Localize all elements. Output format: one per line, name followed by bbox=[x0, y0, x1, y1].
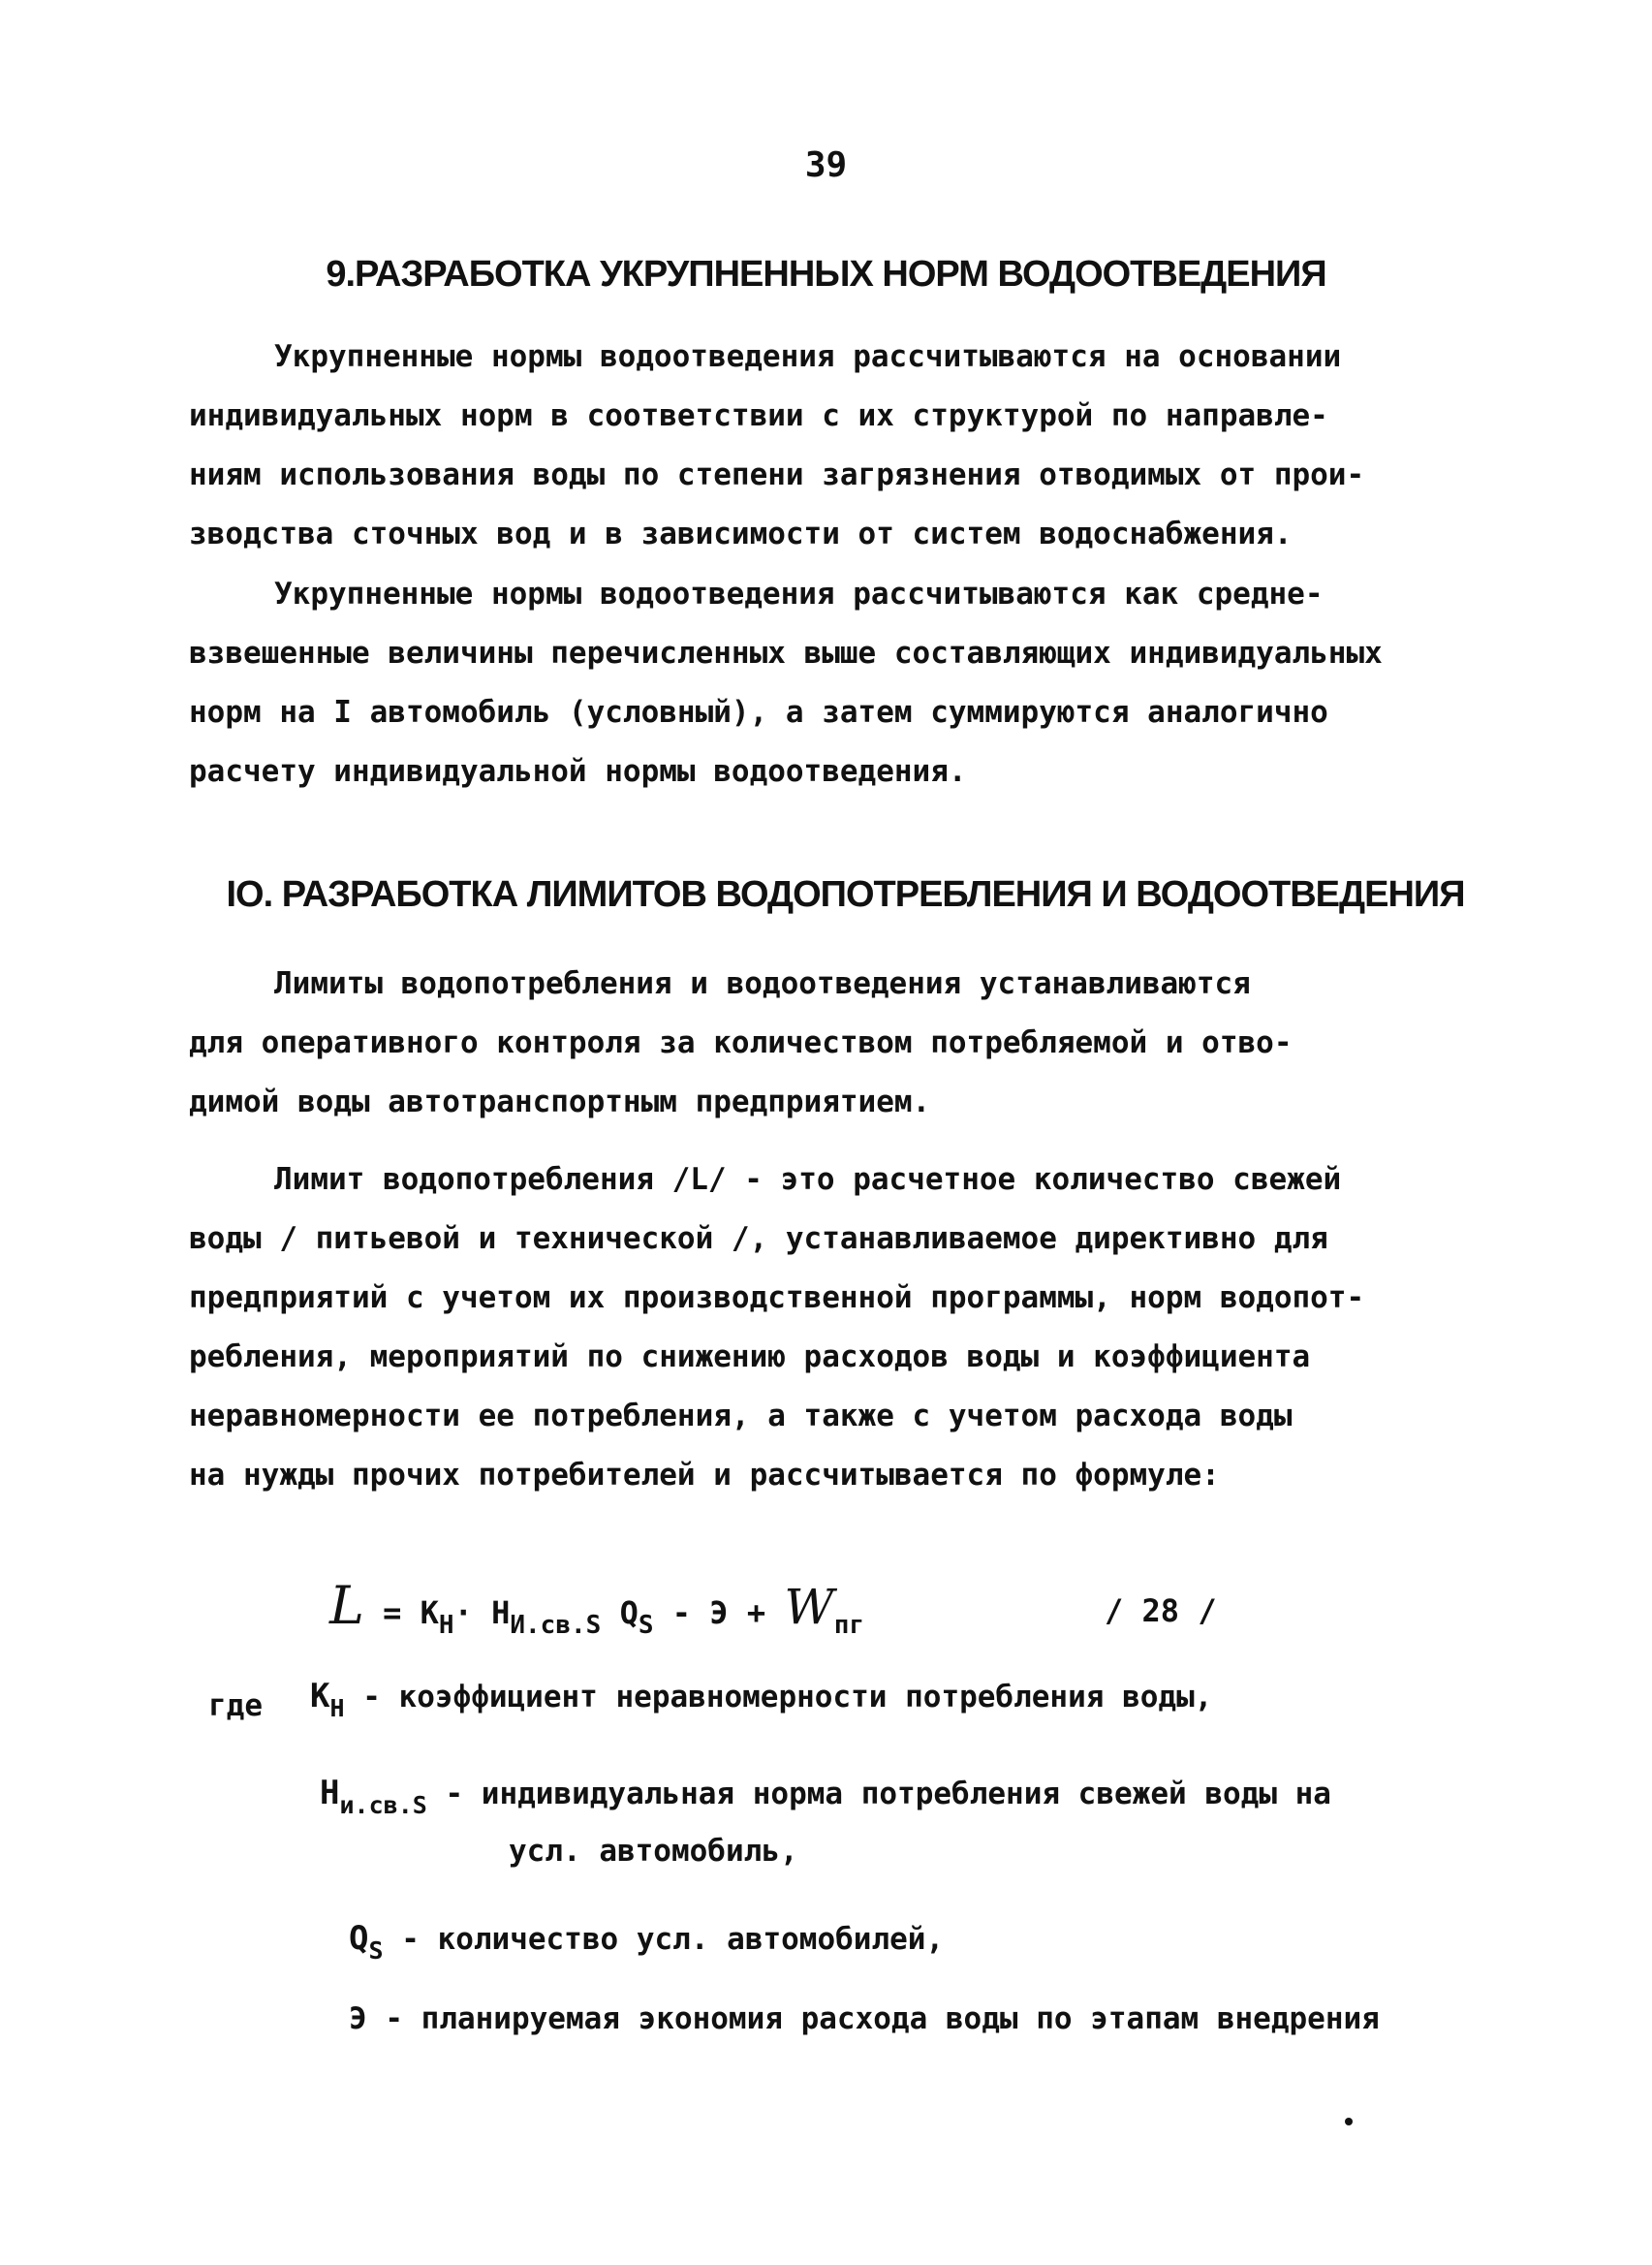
definition-q-sub: S bbox=[368, 1936, 384, 1965]
formula-q: Q bbox=[601, 1594, 639, 1631]
text-line: предприятий с учетом их производственной программы, норм водопот- bbox=[189, 1280, 1365, 1315]
text-line: неравномерности ее потребления, а также с учетом расхода воды bbox=[189, 1399, 1293, 1433]
text-line: для оперативного контроля за количеством потребляемой и отво- bbox=[189, 1025, 1293, 1060]
definition-q-symbol: Q bbox=[349, 1919, 369, 1958]
section-9-paragraph-2 bbox=[189, 565, 1383, 802]
formula-minus-e: - Э + bbox=[653, 1594, 766, 1631]
definition-e: Э - планируемая экономия расхода воды по этапам внедрения bbox=[349, 2001, 1380, 2036]
text-line: расчету индивидуальной нормы водоотведения. bbox=[189, 754, 967, 789]
definition-h-continuation: усл. автомобиль, bbox=[509, 1834, 798, 1869]
text-line: ниям использования воды по степени загрязнения отводимых от прои- bbox=[189, 457, 1365, 492]
definition-q bbox=[349, 1919, 945, 1965]
text-line: Укрупненные нормы водоотведения рассчитываются как средне- bbox=[274, 577, 1324, 612]
formula-eq: = bbox=[363, 1594, 421, 1631]
text-line: димой воды автотранспортным предприятием. bbox=[189, 1085, 931, 1119]
definition-h bbox=[320, 1774, 1331, 1819]
definition-k-symbol: К bbox=[310, 1677, 330, 1715]
text-line: Лимиты водопотребления и водоотведения устанавливаются bbox=[274, 966, 1251, 1001]
definition-k bbox=[310, 1677, 1213, 1722]
text-line: воды / питьевой и технической /, устанавливаемое директивно для bbox=[189, 1221, 1328, 1256]
section-10-paragraph-1 bbox=[189, 955, 1371, 1132]
text-line: на нужды прочих потребителей и рассчитывается по формуле: bbox=[189, 1458, 1220, 1493]
text-line: ребления, мероприятий по снижению расходов воды и коэффициента bbox=[189, 1339, 1311, 1374]
definition-q-text: - количество усл. автомобилей, bbox=[383, 1922, 945, 1957]
text-line: индивидуальных норм в соответствии с их структурой по направле- bbox=[189, 398, 1328, 433]
definition-k-sub: Н bbox=[329, 1694, 345, 1722]
formula-dot: · bbox=[453, 1594, 473, 1631]
definition-k-text: - коэффициент неравномерности потребления воды, bbox=[344, 1680, 1213, 1714]
formula-q-sub: S bbox=[638, 1611, 654, 1640]
section-9-heading: 9.РАЗРАБОТКА УКРУПНЕННЫХ НОРМ ВОДООТВЕДЕНИЯ bbox=[326, 254, 1326, 295]
formula-w-sub: пг bbox=[833, 1611, 865, 1640]
scan-dot-mark bbox=[1345, 2118, 1353, 2125]
definition-h-sub: и.св.S bbox=[339, 1791, 427, 1819]
formula-k-sub: Н bbox=[438, 1611, 454, 1640]
text-line: норм на I автомобиль (условный), а затем суммируются аналогично bbox=[189, 695, 1328, 730]
text-line: зводства сточных вод и в зависимости от систем водоснабжения. bbox=[189, 517, 1293, 551]
text-line: Лимит водопотребления /L/ - это расчетное количество свежей bbox=[274, 1162, 1342, 1197]
formula-row bbox=[329, 1575, 1250, 1662]
formula-k: К bbox=[420, 1594, 439, 1631]
definition-where: где bbox=[208, 1688, 263, 1723]
section-10-heading: IO. РАЗРАБОТКА ЛИМИТОВ ВОДОПОТРЕБЛЕНИЯ И ВОДООТВЕДЕНИЯ bbox=[226, 874, 1465, 915]
formula-lhs: L bbox=[329, 1575, 364, 1636]
definition-h-text: - индивидуальная норма потребления свежей воды на bbox=[426, 1777, 1331, 1811]
text-line: взвешенные величины перечисленных выше составляющих индивидуальных bbox=[189, 636, 1383, 671]
page-number: 39 bbox=[804, 145, 848, 185]
formula-h-sub: И.св.S bbox=[510, 1611, 602, 1640]
formula-h: Н bbox=[472, 1594, 511, 1631]
section-9-paragraph-1 bbox=[189, 328, 1371, 564]
text-line: Укрупненные нормы водоотведения рассчитываются на основании bbox=[274, 339, 1342, 374]
formula bbox=[329, 1575, 865, 1640]
section-10-paragraph-2 bbox=[189, 1150, 1371, 1505]
definition-h-symbol: Н bbox=[320, 1774, 340, 1812]
formula-number: / 28 / bbox=[1105, 1592, 1217, 1629]
formula-w: W bbox=[784, 1579, 834, 1635]
